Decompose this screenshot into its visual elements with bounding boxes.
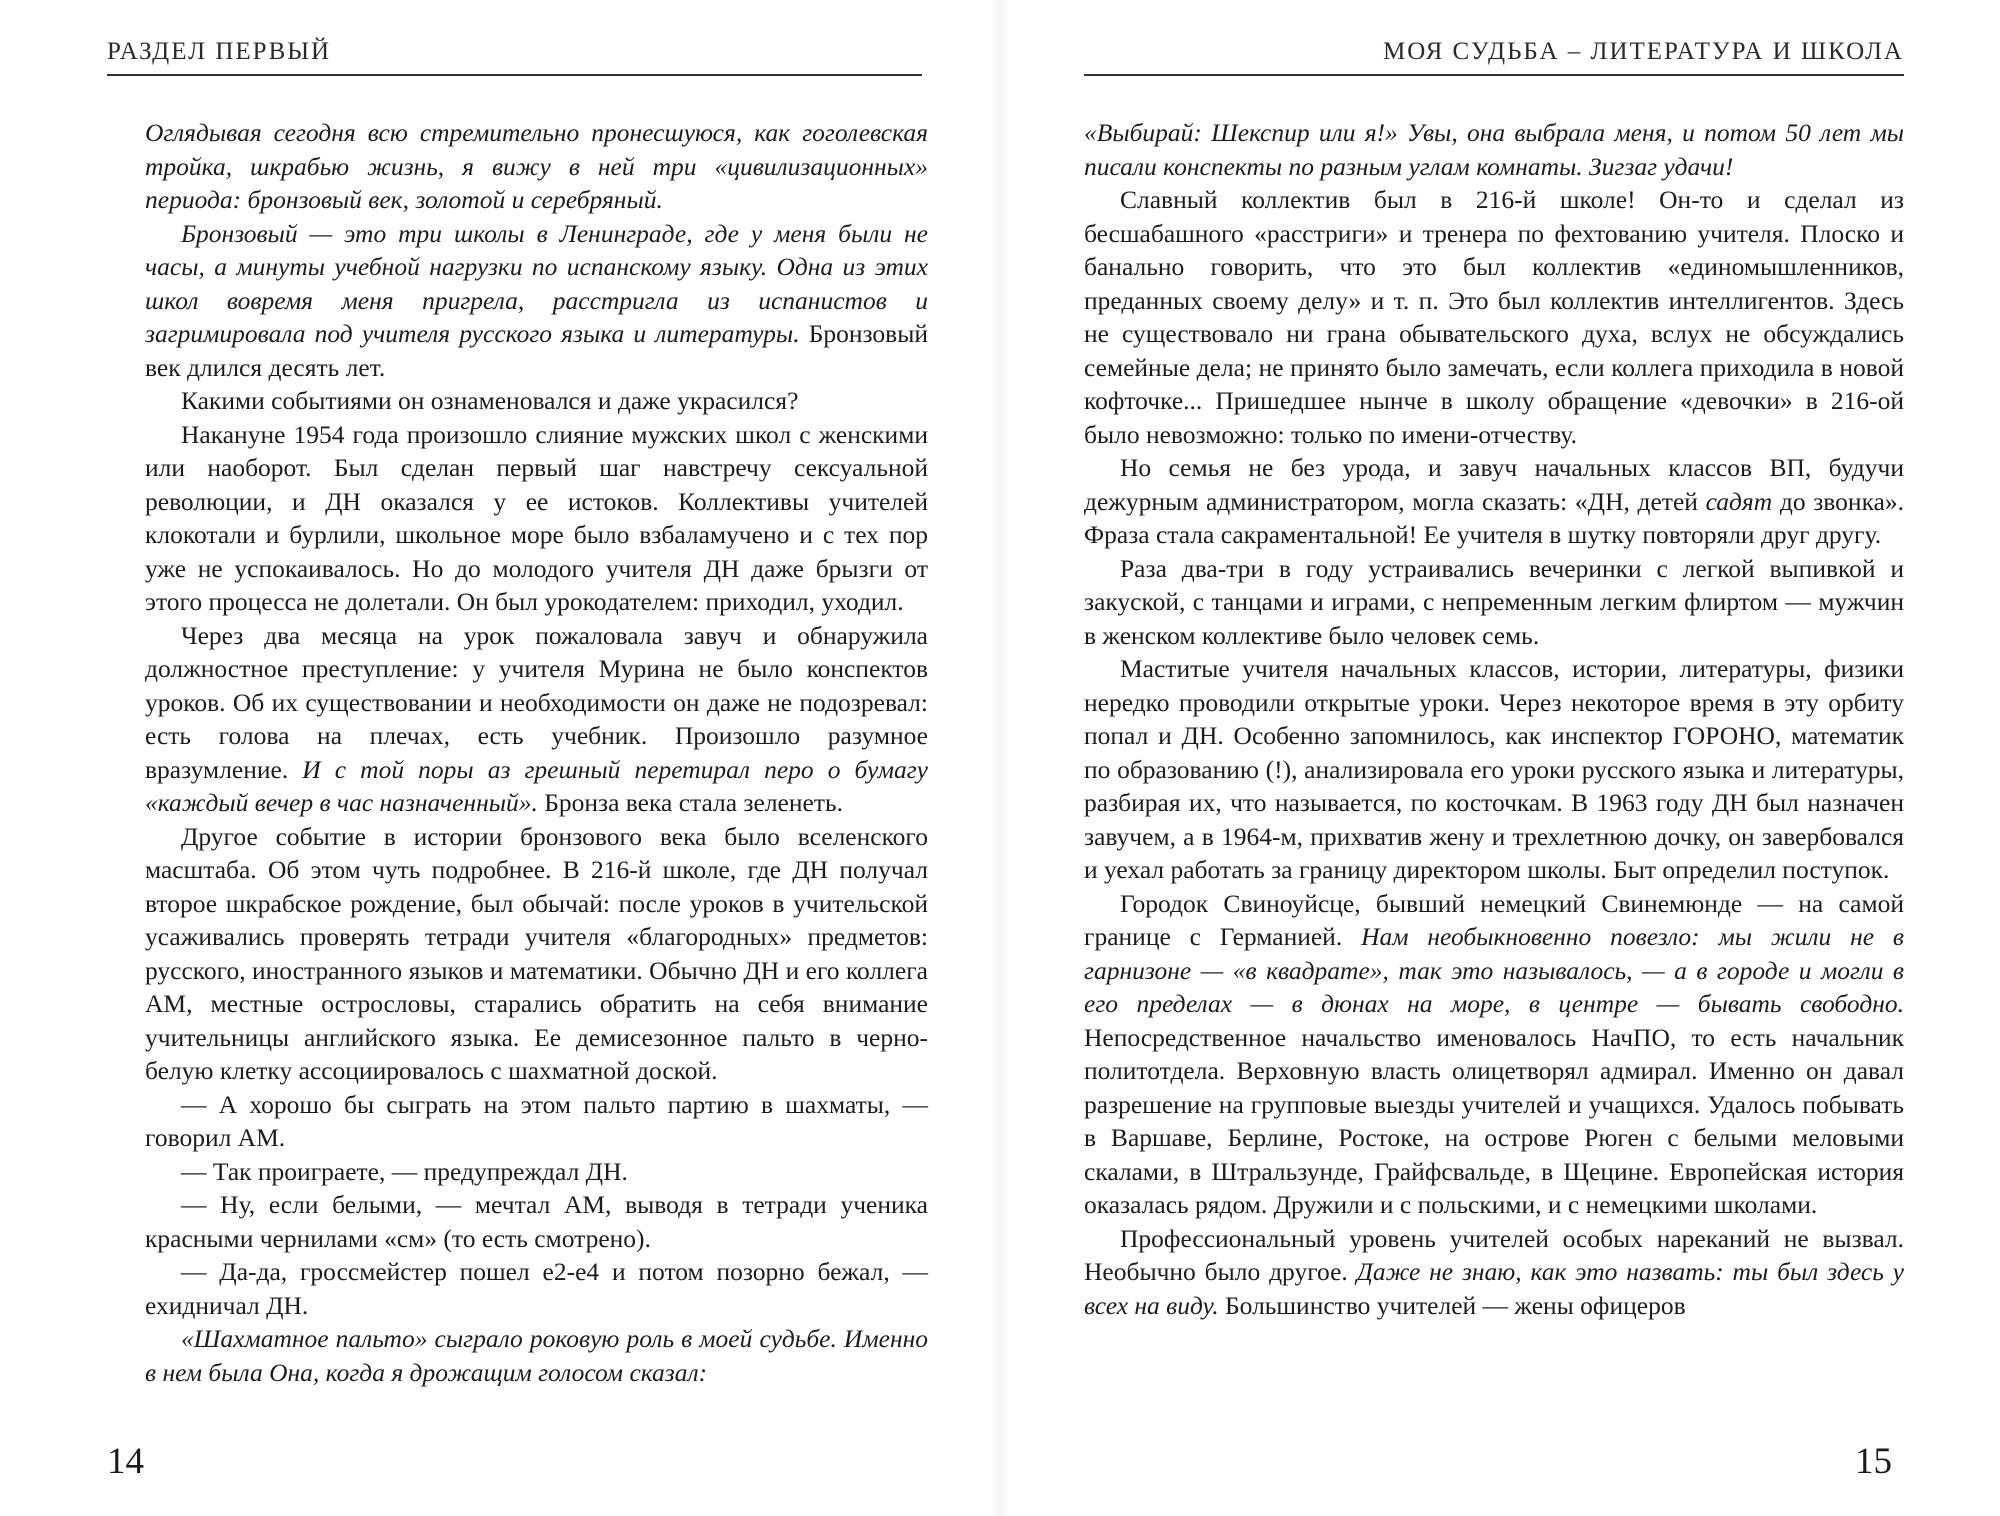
left-page-number: 14 [107, 1441, 144, 1482]
dialogue-line: — А хорошо бы сыграть на этом пальто партию в шахматы, — говорил АМ. [145, 1089, 928, 1152]
right-running-head: МОЯ СУДЬБА – ЛИТЕРАТУРА И ШКОЛА [1084, 38, 1904, 76]
paragraph: Городок Свиноуйсце, бывший немецкий Свинемюнде — на самой границе с Германией. Нам необыкновенно повезло: мы жили не в гарнизоне — «в квадрате», так это называлось, — а в городе и могли в его пределах — в дюнах на море, в центре — бывать свободно. Непосредственное начальство именовалось НачПО, то есть начальник политотдела. Верховную власть олицетворял адмирал. Именно он давал разрешение на групповые выезды учителей и учащихся. Удалось побывать в Варшаве, Берлине, Ростоке, на острове Рюген с белыми меловыми скалами, в Штральзунде, Грайфсвальде, в Щецине. Европейская история оказалась рядом. Дружили и с польскими, и с немецкими школами. [1084, 888, 1905, 1219]
paragraph: Через два месяца на урок пожаловала завуч и обнаружила должностное преступление: у учителя Мурина не было конспектов уроков. Об их существовании и необходимости он даже не подозревал: есть голова на плечах, есть учебник. Произошло разумное вразумление. И с той поры аз грешный перетирал перо о бумагу «каждый вечер в час назначенный». Бронза века стала зеленеть. [145, 620, 928, 817]
paragraph: Славный коллектив был в 216-й школе! Он-то и сделал из бесшабашного «расстриги» и тренера по фехтованию учителя. Плоско и банально говорить, что это был коллектив «единомышленников, преданных своему делу» и т. п. Это был коллектив интеллигентов. Здесь не существовало ни грана обывательского духа, вслух не обсуждались семейные дела; не принято было замечать, если коллега приходила в новой кофточке... Пришедшее нынче в школу обращение «девочки» в 216-ой было невозможно: только по имени-отчеству. [1084, 185, 1904, 449]
right-page [1000, 0, 2000, 1516]
paragraph: Маститые учителя начальных классов, истории, литературы, физики нередко проводили открытые уроки. Через некоторое время в эту орбиту попал и ДН. Особенно запомнилось, как инспектор ГОРОНО, математик по образованию (!), анализировала его уроки русского языка и литературы, разбирая их, что называется, по косточкам. В 1963 году ДН был назначен завучем, а в 1964-м, прихватив жену и трехлетнюю дочку, он завербовался и уехал работать за границу директором школы. Быт определил поступок. [1084, 654, 1904, 884]
dialogue-line: — Так проиграете, — предупреждал ДН. [181, 1156, 628, 1186]
paragraph: Бронзовый — это три школы в Ленинграде, где у меня были не часы, а минуты учебной нагрузки по испанскому языку. Одна из этих школ вовремя меня пригрела, расстригла из испанистов и загримировала под учителя русского языка и литературы. Бронзовый век длился десять лет. [145, 218, 929, 382]
left-text-block [145, 116, 928, 1389]
paragraph: Раза два-три в году устраивались вечеринки с легкой выпивкой и закуской, с танцами и играми, с непременным легким флиртом — мужчин в женском коллективе было человек семь. [1084, 553, 1904, 650]
paragraph: Другое событие в истории бронзового века было вселенского масштаба. Об этом чуть подробнее. В 216-й школе, где ДН получал второе шкрабское рождение, был обычай: после уроков в учительской усаживались проверять тетради учителя «благородных» предметов: русского, иностранного языков и математики. Обычно ДН и его коллега АМ, местные острословы, старались обратить на себя внимание учительницы английского языка. Ее демисезонное пальто в черно-белую клетку ассоциировалось с шахматной доской. [145, 821, 928, 1085]
paragraph: Какими событиями он ознаменовался и даже украсился? [181, 386, 799, 415]
left-running-head: РАЗДЕЛ ПЕРВЫЙ [107, 38, 922, 76]
paragraph: «Шахматное пальто» сыграло роковую роль в моей судьбе. Именно в нем была Она, когда я дрожащим голосом сказал: [145, 1324, 928, 1387]
dialogue-line: — Ну, если белыми, — мечтал АМ, выводя в тетради ученика красными чернилами «см» (то есть смотрено). [145, 1190, 928, 1253]
paragraph: Оглядывая сегодня всю стремительно пронесшуюся, как гоголевская тройка, шкрабью жизнь, я вижу в ней три «цивилизационных» периода: бронзовый век, золотой и серебряный. [145, 118, 928, 214]
right-page-number: 15 [1855, 1441, 1892, 1482]
paragraph: «Выбирай: Шекспир или я!» Увы, она выбрала меня, и потом 50 лет мы писали конспекты по разным углам комнаты. Зигзаг удачи! [1084, 118, 1904, 181]
right-text-block [1084, 116, 1904, 1322]
dialogue-line: — Да-да, гроссмейстер пошел е2-е4 и потом позорно бежал, — ехидничал ДН. [145, 1257, 928, 1320]
paragraph: Но семья не без урода, и завуч начальных классов ВП, будучи дежурным администратором, могла сказать: «ДН, детей садят до звонка». Фраза стала сакраментальной! Ее учителя в шутку повторяли друг другу. [1084, 453, 1905, 549]
paragraph: Профессиональный уровень учителей особых нареканий не вызвал. Необычно было другое. Даже не знаю, как это назвать: ты был здесь у всех на виду. Большинство учителей — жены офицеров [1084, 1223, 1905, 1320]
paragraph: Накануне 1954 года произошло слияние мужских школ с женскими или наоборот. Был сделан первый шаг навстречу сексуальной революции, и ДН оказался у ее истоков. Коллективы учителей клокотали и бурлили, школьное море было взбаламучено и с тех пор уже не успокаивалось. Но до молодого учителя ДН даже брызги от этого процесса не долетали. Он был урокодателем: приходил, уходил. [145, 419, 928, 616]
